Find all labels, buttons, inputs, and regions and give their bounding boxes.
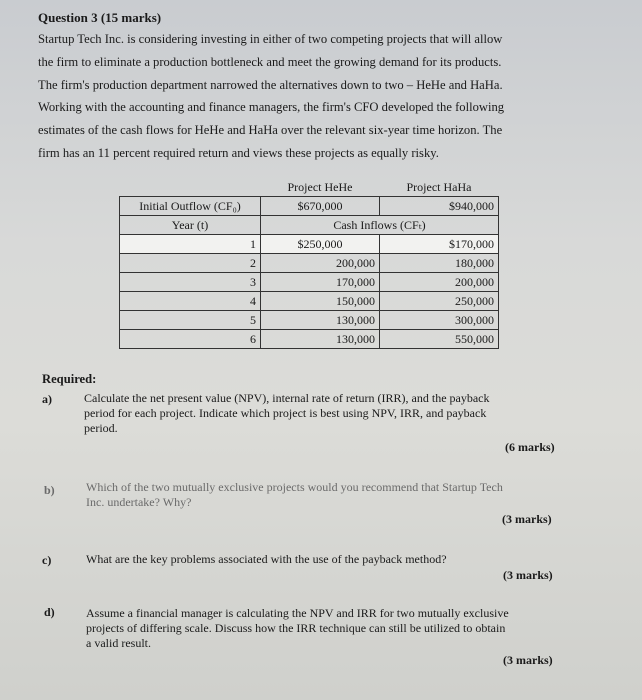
question-a-line: Calculate the net present value (NPV), internal rate of return (IRR), and the payback [84,391,490,405]
hehe-cell: 130,000 [261,330,380,349]
question-d-line: Assume a financial manager is calculating the NPV and IRR for two mutually exclusive [86,606,509,620]
year-cell: 3 [120,273,261,292]
year-cell: 2 [120,254,261,273]
required-heading: Required: [42,372,97,386]
hehe-cell: 130,000 [261,311,380,330]
haha-cell: 550,000 [380,330,499,349]
haha-cell: 200,000 [380,273,499,292]
question-c-label: c) [42,553,52,567]
intro-line: Working with the accounting and finance managers, the firm's CFO developed the following [38,100,505,115]
cash-flow-table [119,178,499,349]
question-a-text [84,391,584,436]
intro-line: The firm's production department narrowed the alternatives down to two – HeHe and HaHa. [38,77,503,92]
intro-line: estimates of the cash flows for HeHe and HaHa over the relevant six-year time horizon. The [38,123,503,138]
intro-line: Startup Tech Inc. is considering investing in either of two competing projects that will allow [38,32,503,46]
question-a-line: period. [84,421,118,435]
question-c-line: What are the key problems associated with the use of the payback method? [86,552,447,566]
question-c-text [86,552,586,567]
question-b-label: b) [44,483,55,497]
year-cell: 1 [120,235,261,254]
question-d-line: a valid result. [86,636,151,650]
cash-inflows-label: Cash Inflows (CFₜ) [261,216,499,235]
year-cell: 5 [120,311,261,330]
question-a-marks: (6 marks) [505,440,555,454]
question-a-line: period for each project. Indicate which project is best using NPV, IRR, and payback [84,406,487,420]
table-row [120,273,499,292]
hehe-cell: $250,000 [261,235,380,254]
question-b-line: Which of the two mutually exclusive projects would you recommend that Startup Tech [86,480,503,494]
question-d-line: projects of differing scale. Discuss how the IRR technique can still be utilized to obtain [86,621,506,635]
intro-line: firm has an 11 percent required return and views these projects as equally risky. [38,145,439,160]
initial-outflow-label: Initial Outflow (CF₀) [120,197,261,216]
question-title: Question 3 (15 marks) [38,10,162,25]
haha-cell: 300,000 [380,311,499,330]
table-row [120,292,499,311]
table-row [120,235,499,254]
hehe-cell: 200,000 [261,254,380,273]
question-d-marks: (3 marks) [503,653,553,667]
year-cell: 6 [120,330,261,349]
haha-cell: $170,000 [380,235,499,254]
table-row [120,254,499,273]
haha-cell: 180,000 [380,254,499,273]
question-d-text [86,606,586,651]
intro-paragraph [38,28,598,165]
question-c-marks: (3 marks) [503,568,553,582]
initial-outflow-haha: $940,000 [380,197,499,216]
hehe-cell: 150,000 [261,292,380,311]
question-d-label: d) [44,605,55,619]
intro-line: the firm to eliminate a production bottleneck and meet the growing demand for its products. [38,54,502,69]
question-a-label: a) [42,392,52,406]
year-cell: 4 [120,292,261,311]
haha-cell: 250,000 [380,292,499,311]
initial-outflow-hehe: $670,000 [261,197,380,216]
question-b-marks: (3 marks) [502,512,552,526]
year-label: Year (t) [120,216,261,235]
table-row [120,311,499,330]
header-project-hehe: Project HeHe [287,180,353,194]
table-row [120,330,499,349]
header-project-haha: Project HaHa [406,180,472,194]
question-b-text [86,480,586,510]
hehe-cell: 170,000 [261,273,380,292]
question-b-line: Inc. undertake? Why? [86,495,192,509]
